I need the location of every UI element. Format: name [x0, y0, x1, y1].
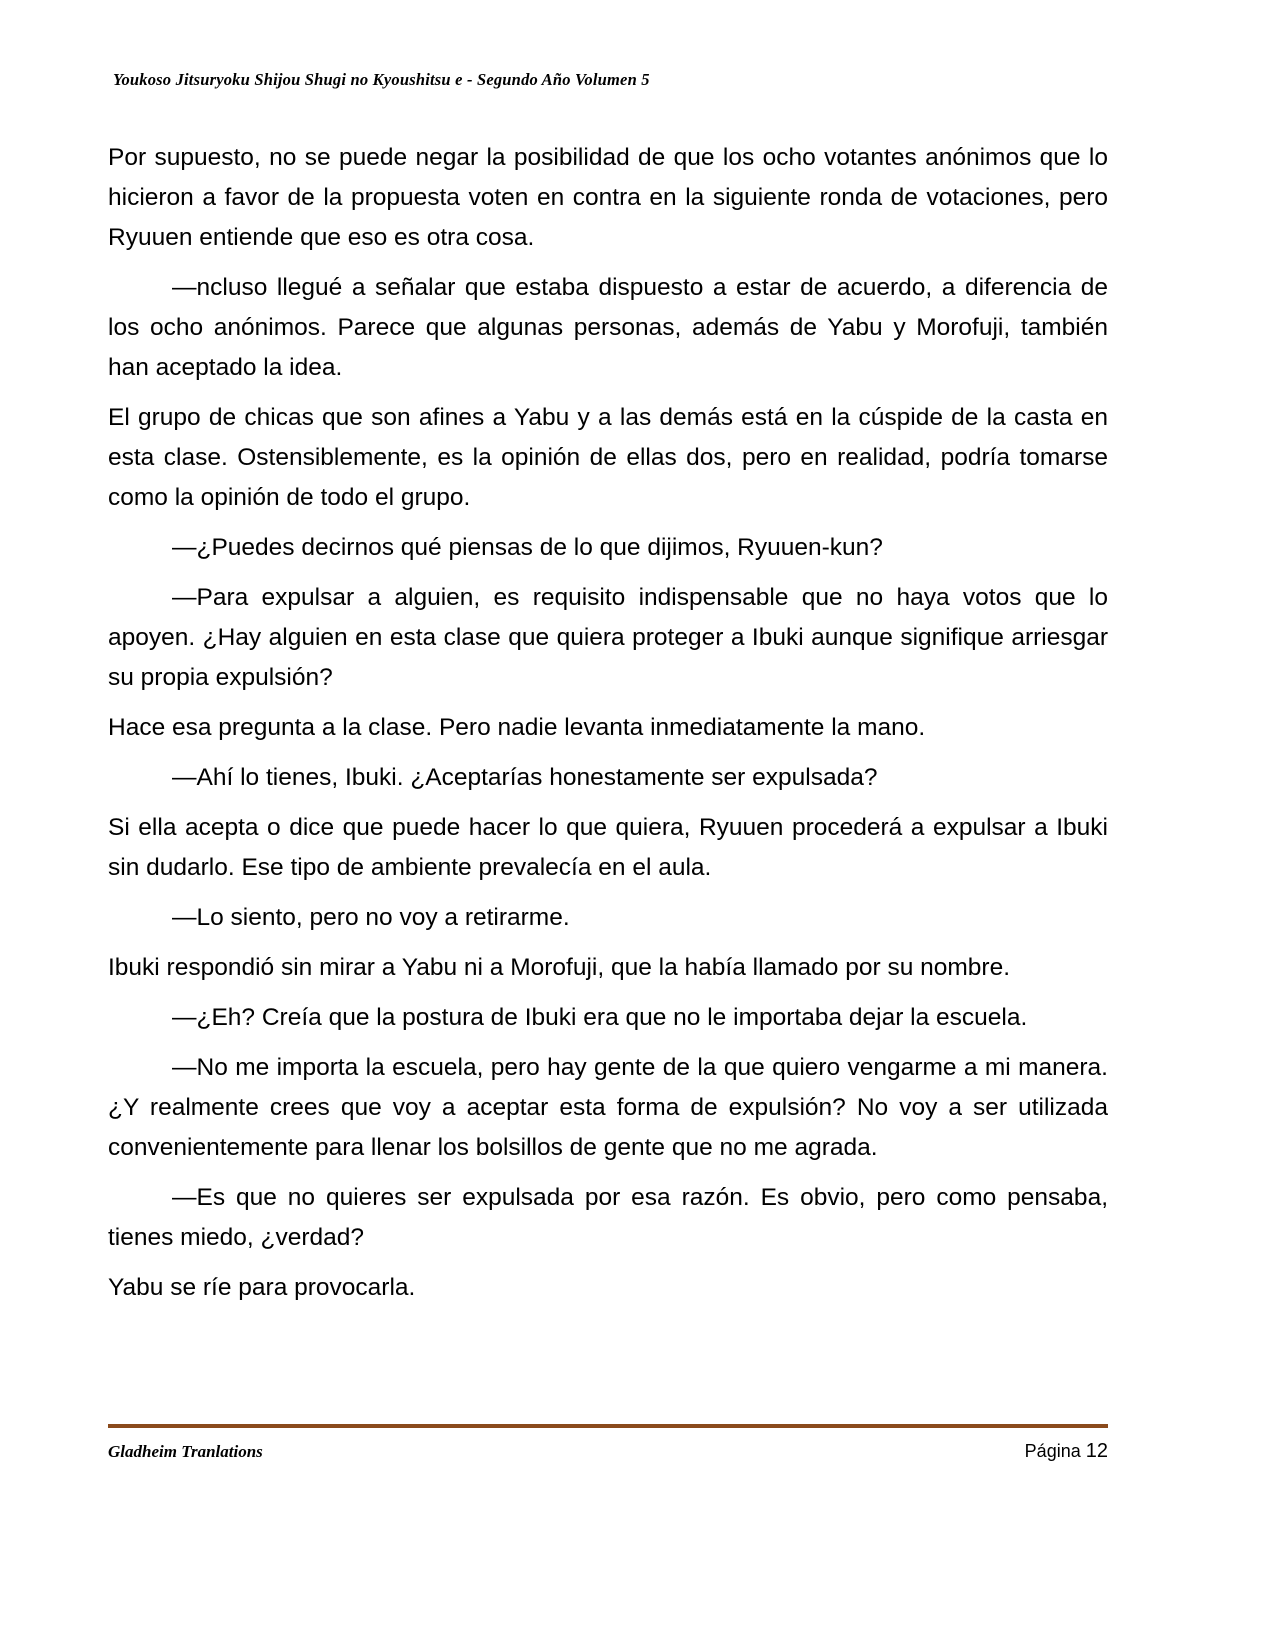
footer-divider: [108, 1424, 1108, 1428]
page-footer: [108, 1440, 1108, 1463]
page-header: [113, 70, 1163, 90]
footer-page-label: Página: [1024, 1441, 1081, 1461]
header-title: Youkoso Jitsuryoku Shijou Shugi no Kyoushitsu e - Segundo Año Volumen 5: [113, 70, 650, 89]
document-body: [108, 138, 1108, 1318]
paragraph: —Lo siento, pero no voy a retirarme.: [172, 904, 570, 931]
paragraph: Si ella acepta o dice que puede hacer lo que quiera, Ryuuen procederá a expulsar a Ibuki sin dudarlo. Ese tipo de ambiente prevalecía en el aula.: [108, 814, 1108, 881]
paragraph: —Para expulsar a alguien, es requisito indispensable que no haya votos que lo apoyen. ¿Hay alguien en esta clase que quiera proteger a Ibuki aunque signifique arriesgar su propia expulsión?: [108, 584, 1108, 691]
footer-page-number: 12: [1085, 1440, 1108, 1462]
paragraph: —¿Eh? Creía que la postura de Ibuki era que no le importaba dejar la escuela.: [172, 1004, 1028, 1031]
paragraph: El grupo de chicas que son afines a Yabu y a las demás está en la cúspide de la casta en esta clase. Ostensiblemente, es la opinión de ellas dos, pero en realidad, podría tomarse como la opinión de todo el grupo.: [108, 404, 1108, 511]
footer-translator-credit: Gladheim Tranlations: [108, 1442, 263, 1461]
paragraph: Por supuesto, no se puede negar la posibilidad de que los ocho votantes anónimos que lo hicieron a favor de la propuesta voten en contra en la siguiente ronda de votaciones, pero Ryuuen entiende que eso es otra cosa.: [108, 144, 1108, 251]
paragraph: —Es que no quieres ser expulsada por esa razón. Es obvio, pero como pensaba, tienes miedo, ¿verdad?: [108, 1184, 1108, 1251]
paragraph: Hace esa pregunta a la clase. Pero nadie levanta inmediatamente la mano.: [108, 714, 926, 741]
paragraph: —Ahí lo tienes, Ibuki. ¿Aceptarías honestamente ser expulsada?: [172, 764, 878, 791]
paragraph: Yabu se ríe para provocarla.: [108, 1274, 416, 1301]
paragraph: —¿Puedes decirnos qué piensas de lo que dijimos, Ryuuen-kun?: [172, 534, 883, 561]
paragraph: —ncluso llegué a señalar que estaba dispuesto a estar de acuerdo, a diferencia de los ocho anónimos. Parece que algunas personas, además de Yabu y Morofuji, también han aceptado la idea.: [108, 274, 1108, 381]
footer-page-indicator: [1025, 1440, 1108, 1463]
paragraph: —No me importa la escuela, pero hay gente de la que quiero vengarme a mi manera. ¿Y realmente crees que voy a aceptar esta forma de expulsión? No voy a ser utilizada convenientemente para llenar los bolsillos de gente que no me agrada.: [108, 1054, 1108, 1161]
paragraph: Ibuki respondió sin mirar a Yabu ni a Morofuji, que la había llamado por su nombre.: [108, 954, 1011, 981]
